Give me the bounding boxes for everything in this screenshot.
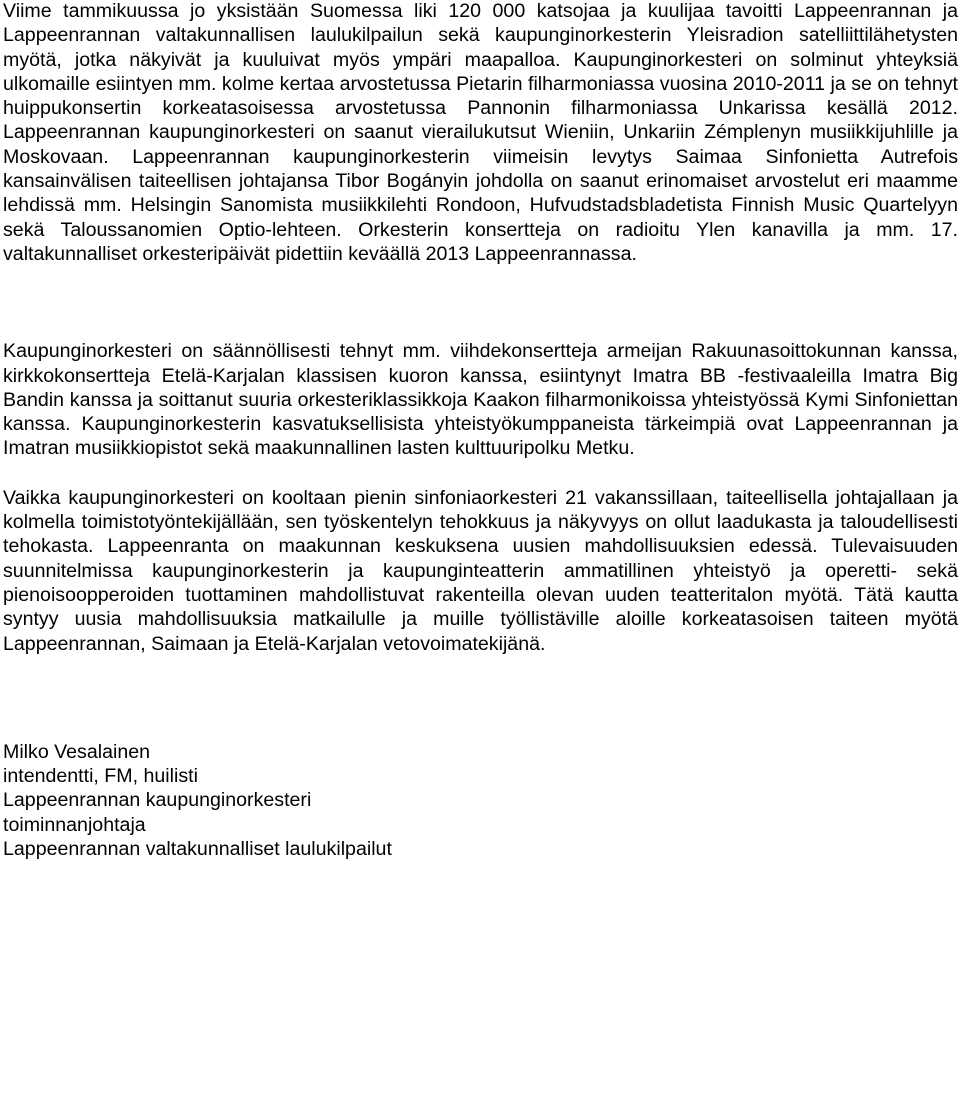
paragraph-orchestra-future: Vaikka kaupunginorkesteri on kooltaan pienin sinfoniaorkesteri 21 vakanssillaan, taiteellisella johtajallaan ja kolmella toimistotyöntekijällään, sen työskentelyn tehokkuus ja näkyvyys on ollut laadukasta ja taloudellisesti tehokasta. Lappeenranta on maakunnan keskuksena uusien mahdollisuuksien edessä. Tulevaisuuden suunnitelmissa kaupunginorkesterin ja kaupunginteatterin ammatillinen yhteistyö ja operetti- sekä pienoisoopperoiden tuottaminen mahdollistuvat rakenteilla olevan uuden teatteritalon myötä. Tätä kautta syntyy uusia mahdollisuuksia matkailulle ja muille työllistäville aloille korkeatasoisen taiteen myötä Lappeenrannan, Saimaan ja Etelä-Karjalan vetovoimatekijänä. <box>3 486 958 655</box>
signature-block <box>3 740 958 861</box>
paragraph-orchestra-international: Viime tammikuussa jo yksistään Suomessa liki 120 000 katsojaa ja kuulijaa tavoitti Lappeenrannan ja Lappeenrannan valtakunnallisen laulukilpailun sekä kaupunginorkesterin Yleisradion satelliittilähetysten myötä, jotka näkyivät ja kuuluivat myös ympäri maapalloa. Kaupunginorkesteri on solminut yhteyksiä ulkomaille esiintyen mm. kolme kertaa arvostetussa Pietarin filharmoniassa vuosina 2010-2011 ja se on tehnyt huippukonsertin korkeatasoisessa arvostetussa Pannonin filharmoniassa Unkarissa kesällä 2012. Lappeenrannan kaupunginorkesteri on saanut vierailukutsut Wieniin, Unkariin Zémplenyn musiikkijuhlille ja Moskovaan. Lappeenrannan kaupunginorkesterin viimeisin levytys Saimaa Sinfonietta Autrefois kansainvälisen taiteellisen johtajansa Tibor Bogányin johdolla on saanut erinomaiset arvostelut eri maamme lehdissä mm. Helsingin Sanomista musiikkilehti Rondoon, Hufvudstadsbladetista Finnish Music Quartelyyn sekä Taloussanomien Optio-lehteen. Orkesterin konsertteja on radioitu Ylen kanavilla ja mm. 17. valtakunnalliset orkesteripäivät pidettiin keväällä 2013 Lappeenrannassa. <box>3 0 958 265</box>
signature-role: toiminnanjohtaja <box>3 813 146 836</box>
signature-name: Milko Vesalainen <box>3 740 151 763</box>
paragraph-orchestra-collaborations: Kaupunginorkesteri on säännöllisesti tehnyt mm. viihdekonsertteja armeijan Rakuunasoittokunnan kanssa, kirkkokonsertteja Etelä-Karjalan klassisen kuoron kanssa, esiintynyt Imatra BB -festivaaleilla Imatra Big Bandin kanssa ja soittanut suuria orkesteriklassikkoja Kaakon filharmonikoissa yhteistyössä Kymi Sinfoniettan kanssa. Kaupunginorkesterin kasvatuksellisista yhteistyökumppaneista tärkeimpiä ovat Lappeenrannan ja Imatran musiikkiopistot sekä maakunnallinen lasten kulttuuripolku Metku. <box>3 340 958 460</box>
signature-event: Lappeenrannan valtakunnalliset laulukilpailut <box>3 838 392 861</box>
signature-organization: Lappeenrannan kaupunginorkesteri <box>3 789 312 812</box>
document-page <box>3 0 958 861</box>
signature-title: intendentti, FM, huilisti <box>3 765 198 788</box>
